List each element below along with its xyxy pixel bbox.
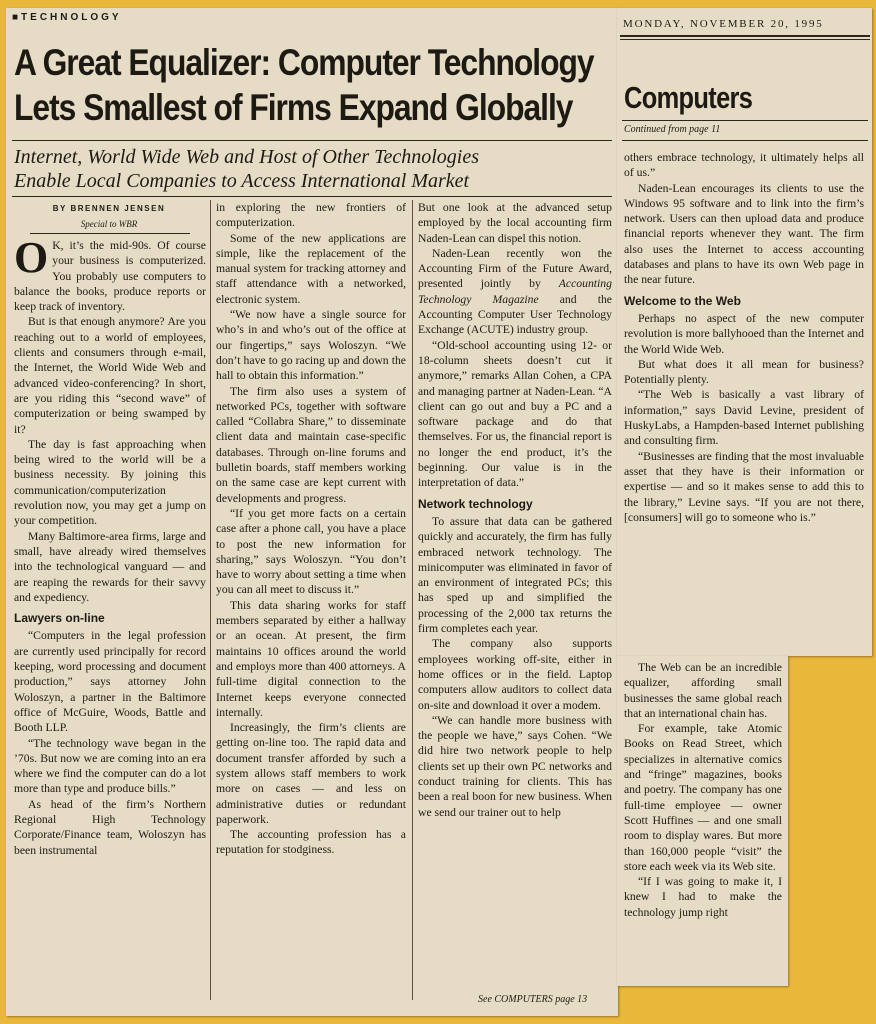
jump-line: See COMPUTERS page 13 (478, 994, 588, 1005)
paragraph: “The technology wave began in the ’70s. But now we are coming into an era where we find the computer can do a lot more than type and produce bills.” (14, 736, 206, 796)
subheadline-line-1: Internet, World Wide Web and Host of Other Technologies (14, 146, 479, 168)
paragraph: The company also supports employees working off-site, either in home offices or in the field. Laptop computers allow auditors to collect data on-site and download it over a modem. (418, 637, 612, 712)
paragraph: For example, take Atomic Books on Read Street, which specializes in alternative comics and “fringe” magazines, books and poetry. The company has one full-time employee — owner Scott Huffines — and one small room to display wares. But more than 160,000 people “visit” the store each week via its Web site. (624, 722, 782, 873)
continued-line: Continued from page 11 (624, 124, 721, 135)
byline-affiliation: Special to WBR (80, 219, 138, 229)
paragraph: “Businesses are finding that the most invaluable asset that they have is their information or expertise — and so it makes sense to add this to the library,” Levine says. “If you are not there, [consumers] will go to someone who is.” (624, 449, 864, 524)
article-column-1 (14, 238, 206, 1014)
paragraph: in exploring the new frontiers of computerization. (216, 201, 406, 230)
paragraph: But what does it all mean for business? Potentially plenty. (624, 357, 864, 387)
drop-cap: O (14, 238, 49, 282)
article-column-2 (216, 200, 406, 1012)
paragraph: “If you get more facts on a certain case after a phone call, you have a place to post the new information for sharing,” says Woloszyn. “You don’t have to worry about setting a time when you can all meet to discuss it.” (216, 506, 406, 597)
column-divider (412, 200, 413, 1000)
paragraph: The day is fast approaching when being wired to the world will be a business necessity. By joining this communication/computerization revolution now, you may get a jump on your competition. (14, 437, 206, 528)
paragraph: But is that enough anymore? Are you reaching out to a world of employees, clients and consumers through e-mail, the Internet, the World Wide Web and advanced video-conferencing? In short, are you riding this “second wave” of computerization or being swamped by it? (14, 315, 206, 436)
paragraph: The Web can be an incredible equalizer, affording small businesses the same global reach that an international chain has. (624, 661, 782, 720)
paragraph: “We now have a single source for who’s in and who’s out of the office at our fingertips,” says Woloszyn. “We don’t have to go racing up and down the hall to obtain this information.” (216, 308, 406, 383)
paragraph: “If I was going to make it, I knew I had to make the technology jump right (624, 875, 782, 919)
paragraph: “We can handle more business with the people we have,” says Cohen. “We did hire two network people to help clients set up their own PC networks and conduct training for clients. This has been a real boon for new business. When we send our trainer out to help (418, 713, 612, 819)
headline-rule (12, 140, 612, 141)
paragraph: But one look at the advanced setup employed by the local accounting firm Naden-Lean can dispel this notion. (418, 201, 612, 245)
column-divider (210, 200, 211, 1000)
section-kicker: ■TECHNOLOGY (12, 12, 122, 23)
paragraph: “The Web is basically a vast library of information,” says David Levine, president of HuskyLabs, a Hampden-based Internet publishing and consulting firm. (624, 388, 864, 448)
paragraph: Increasingly, the firm’s clients are getting on-line too. The rapid data and document transfer afforded by such a system allows staff members to work more on cases — and less on administrative duties or redundant paperwork. (216, 721, 406, 826)
paragraph: The firm also uses a system of networked PCs, together with software called “Collabra Share,” to disseminate client data and maintain case-specific databases. Through on-line forums and bulletin boards, staff members working on the same case are kept current with developments and progress. (216, 384, 406, 505)
headline (14, 40, 594, 130)
paragraph: O K, it’s the mid-90s. Of course your business is computerized. You probably use computers to balance the books, produce reports or keep track of inventory. (14, 238, 206, 314)
jump-rule (622, 120, 868, 121)
paragraph: Naden-Lean encourages its clients to use the Windows 95 software and to link into the firm’s network. Users can then upload data and produce financial reports whenever they want. The firm also uses the Internet to access accounting databases and plans to have its own Web page in the near future. (624, 181, 864, 287)
paragraph: others embrace technology, it ultimately helps all of us.” (624, 151, 864, 180)
paragraph: This data sharing works for staff members separated by either a hallway or an ocean. At present, the firm maintains 10 offices around the world and employs more than 400 attorneys. A full-time digital connection to the Internet keeps everyone connected internally. (216, 598, 406, 719)
paragraph: The accounting profession has a reputation for stodginess. (216, 828, 406, 857)
paragraph: Some of the new applications are simple, like the replacement of the manual system for tracking attorney and staff attendance with a networked, electronic system. (216, 231, 406, 306)
dateline: MONDAY, NOVEMBER 20, 1995 (623, 18, 824, 30)
paragraph: “Old-school accounting using 12- or 18-column sheets doesn’t cut it anymore,” remarks Allan Cohen, a CPA and managing partner at Naden-Lean. “A client can go out and buy a PC and a software package and do that themselves. For us, the financial report is no longer the end product, it’s the beginning. Our value is in the interpretation of data.” (418, 338, 612, 490)
paragraph: Perhaps no aspect of the new computer revolution is more ballyhooed than the Internet and the World Wide Web. (624, 311, 864, 356)
headline-line-2: Lets Smallest of Firms Expand Globally (14, 87, 573, 128)
byline-rule (30, 233, 190, 234)
headline-line-1: A Great Equalizer: Computer Technology (14, 42, 594, 83)
dateline-rule (620, 39, 870, 40)
dateline-rule (620, 35, 870, 37)
jump-column-lower (624, 660, 782, 982)
deck-rule (12, 196, 612, 197)
subhead-web: Welcome to the Web (624, 293, 741, 308)
jump-headline: Computers (624, 80, 753, 115)
paragraph: Naden-Lean recently won the Accounting Firm of the Future Award, presented jointly by Accounting Technology Magazine and the Accounting Computer User Technology Exchange (ACUTE) industry group. (418, 246, 612, 337)
jump-rule (622, 140, 868, 141)
article-column-3 (418, 200, 612, 992)
byline: BY BRENNEN JENSEN (52, 204, 166, 213)
subheadline-line-2: Enable Local Companies to Access International Market (14, 170, 470, 192)
jump-column-upper (624, 150, 864, 648)
paragraph: Many Baltimore-area firms, large and small, have already wired themselves into the technological vanguard — and are reaping the rewards for their savvy and expediency. (14, 529, 206, 604)
subhead-network: Network technology (418, 496, 533, 511)
paragraph: “Computers in the legal profession are currently used principally for record keeping, word processing and document production,” says attorney John Woloszyn, a partner in the Baltimore office of McGuire, Woods, Battle and Booth LLP. (14, 629, 206, 735)
paragraph: To assure that data can be gathered quickly and accurately, the firm has fully embraced network technology. The minicomputer was eliminated in favor of an environment of integrated PCs; this has sped up and simplified the processing of the 2,000 tax returns the firm completes each year. (418, 514, 612, 636)
magazine-title: Accounting Technology Magazine (418, 277, 612, 306)
subheadline (14, 145, 614, 193)
paragraph: As head of the firm’s Northern Regional High Technology Corporate/Finance team, Woloszyn has been instrumental (14, 797, 206, 857)
subhead-lawyers: Lawyers on-line (14, 611, 105, 626)
